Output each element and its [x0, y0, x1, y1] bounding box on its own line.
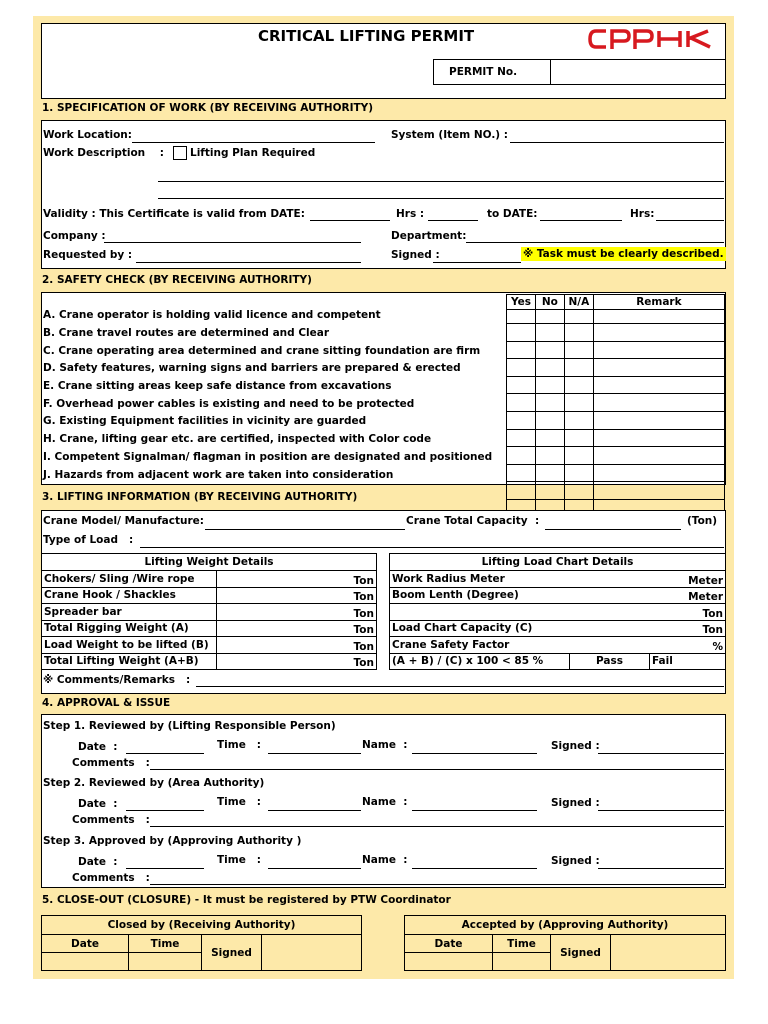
load-chart-table — [389, 553, 726, 670]
safety-check-yes-cell[interactable] — [507, 411, 536, 429]
safety-check-na-cell[interactable] — [564, 464, 593, 482]
approval-signed-label: Signed : — [551, 797, 600, 809]
safety-check-item: F. Overhead power cables is existing and need to be protected — [43, 398, 415, 410]
weight-row-unit[interactable]: Ton — [217, 587, 377, 604]
safety-check-item: J. Hazards from adjacent work are taken into consideration — [43, 469, 394, 481]
closed-by-table — [41, 915, 362, 971]
approval-comments-field[interactable] — [150, 884, 724, 885]
system-field[interactable] — [510, 142, 724, 143]
weight-row-label: Load Weight to be lifted (B) — [42, 637, 217, 654]
comments-label: ※ Comments/Remarks : — [43, 674, 191, 686]
requested-by-field[interactable] — [136, 262, 361, 263]
safety-check-na-cell[interactable] — [564, 447, 593, 465]
chart-row-unit[interactable]: Meter — [570, 587, 726, 604]
closed-signed-field[interactable] — [262, 935, 362, 971]
approval-comments-field[interactable] — [150, 769, 724, 770]
safety-check-yes-cell[interactable] — [507, 464, 536, 482]
safety-check-yes-cell[interactable] — [507, 310, 536, 324]
system-label: System (Item NO.) : — [391, 129, 508, 141]
approval-comments-label: Comments : — [72, 872, 150, 884]
safety-check-remark-cell[interactable] — [593, 447, 724, 465]
safety-check-no-cell[interactable] — [535, 429, 564, 447]
safety-check-yes-cell[interactable] — [507, 394, 536, 412]
lifting-plan-row — [173, 146, 315, 160]
safety-check-yes-cell[interactable] — [507, 341, 536, 359]
approval-step-title: Step 3. Approved by (Approving Authority ) — [43, 835, 302, 847]
approval-date-field[interactable] — [126, 868, 204, 869]
chart-row-label: Work Radius Meter — [390, 571, 570, 588]
safety-check-header: N/A — [564, 295, 593, 310]
safety-check-no-cell[interactable] — [535, 324, 564, 342]
safety-check-item: B. Crane travel routes are determined and Clear — [43, 327, 330, 339]
accepted-signed-field[interactable] — [611, 935, 726, 971]
weight-row-unit[interactable]: Ton — [217, 653, 377, 670]
safety-check-remark-cell[interactable] — [593, 411, 724, 429]
approval-date-label: Date : — [78, 856, 118, 868]
safety-check-yes-cell[interactable] — [507, 359, 536, 377]
approval-name-label: Name : — [362, 739, 408, 751]
work-description-field-2[interactable] — [158, 198, 724, 199]
weight-row-label: Total Lifting Weight (A+B) — [42, 653, 217, 670]
crane-model-label: Crane Model/ Manufacture: — [43, 515, 204, 527]
chart-row-label — [390, 604, 570, 621]
approval-date-field[interactable] — [126, 810, 204, 811]
closed-signed-header: Signed — [202, 935, 262, 971]
approval-name-label: Name : — [362, 854, 408, 866]
chart-row-unit[interactable]: % — [570, 637, 726, 654]
approval-name-label: Name : — [362, 796, 408, 808]
safety-check-remark-cell[interactable] — [593, 464, 724, 482]
safety-check-yes-cell[interactable] — [507, 376, 536, 394]
accepted-by-table — [404, 915, 726, 971]
safety-check-na-cell[interactable] — [564, 324, 593, 342]
approval-comments-label: Comments : — [72, 814, 150, 826]
approval-comments-label: Comments : — [72, 757, 150, 769]
type-of-load-field[interactable] — [140, 547, 724, 548]
weight-row-label: Spreader bar — [42, 604, 217, 621]
department-field[interactable] — [466, 242, 724, 243]
safety-check-remark-cell[interactable] — [593, 376, 724, 394]
approval-time-field[interactable] — [268, 810, 361, 811]
safety-check-no-cell[interactable] — [535, 482, 564, 500]
approval-time-label: Time : — [217, 854, 261, 866]
safety-check-item: I. Competent Signalman/ flagman in position are designated and positioned — [43, 451, 493, 463]
closed-date-field[interactable] — [42, 953, 129, 971]
work-description-field-1[interactable] — [158, 181, 724, 182]
safety-check-remark-cell[interactable] — [593, 394, 724, 412]
safety-check-na-cell[interactable] — [564, 429, 593, 447]
section3-heading: 3. LIFTING INFORMATION (BY RECEIVING AUTHORITY) — [42, 491, 358, 503]
hrs2-label: Hrs: — [630, 208, 655, 220]
accepted-signed-header: Signed — [551, 935, 611, 971]
crane-model-field[interactable] — [205, 529, 405, 530]
safety-check-no-cell[interactable] — [535, 394, 564, 412]
safety-formula: (A + B) / (C) x 100 < 85 % — [390, 653, 570, 670]
accepted-time-header: Time — [493, 935, 551, 953]
crane-capacity-unit: (Ton) — [687, 515, 718, 527]
accepted-date-header: Date — [405, 935, 493, 953]
approval-name-field[interactable] — [412, 868, 537, 869]
safety-check-no-cell[interactable] — [535, 411, 564, 429]
safety-check-yes-cell[interactable] — [507, 429, 536, 447]
fail-option[interactable]: Fail — [650, 653, 726, 670]
validity-label: Validity : This Certificate is valid from DATE: — [43, 208, 305, 220]
safety-check-no-cell[interactable] — [535, 464, 564, 482]
chart-row-label: Load Chart Capacity (C) — [390, 620, 570, 637]
safety-check-item: C. Crane operating area determined and crane sitting foundation are firm — [43, 345, 481, 357]
approval-signed-label: Signed : — [551, 855, 600, 867]
weight-row-unit[interactable]: Ton — [217, 620, 377, 637]
approval-time-label: Time : — [217, 739, 261, 751]
chart-row-unit[interactable]: Ton — [570, 620, 726, 637]
section1-heading: 1. SPECIFICATION OF WORK (BY RECEIVING AUTHORITY) — [42, 102, 374, 114]
chart-row-unit[interactable]: Ton — [570, 604, 726, 621]
approval-signed-field[interactable] — [598, 868, 724, 869]
section2-heading: 2. SAFETY CHECK (BY RECEIVING AUTHORITY) — [42, 274, 312, 286]
safety-check-yes-cell[interactable] — [507, 447, 536, 465]
to-date-field[interactable] — [540, 220, 622, 221]
lifting-plan-checkbox[interactable] — [173, 146, 187, 160]
approval-signed-label: Signed : — [551, 740, 600, 752]
closed-time-header: Time — [129, 935, 202, 953]
section5-heading: 5. CLOSE-OUT (CLOSURE) - It must be registered by PTW Coordinator — [42, 894, 451, 906]
hrs1-label: Hrs : — [396, 208, 425, 220]
hrs1-field[interactable] — [428, 220, 478, 221]
accepted-time-field[interactable] — [493, 953, 551, 971]
work-description-label: Work Description : — [43, 147, 164, 159]
chart-row-label: Crane Safety Factor — [390, 637, 570, 654]
validity-date-field[interactable] — [310, 220, 390, 221]
requested-by-label: Requested by : — [43, 249, 133, 261]
section4-heading: 4. APPROVAL & ISSUE — [42, 697, 171, 709]
lifting-weight-header: Lifting Weight Details — [42, 554, 377, 571]
page-title: CRITICAL LIFTING PERMIT — [258, 27, 475, 45]
safety-check-table — [506, 294, 725, 518]
safety-check-na-cell[interactable] — [564, 411, 593, 429]
approval-time-label: Time : — [217, 796, 261, 808]
permit-no-field[interactable] — [550, 59, 726, 85]
hrs2-field[interactable] — [656, 220, 724, 221]
safety-check-item: G. Existing Equipment facilities in vicinity are guarded — [43, 415, 367, 427]
weight-row-label: Crane Hook / Shackles — [42, 587, 217, 604]
weight-row-label: Total Rigging Weight (A) — [42, 620, 217, 637]
crane-capacity-label: Crane Total Capacity : — [406, 515, 540, 527]
safety-check-na-cell[interactable] — [564, 482, 593, 500]
weight-row-label: Chokers/ Sling /Wire rope — [42, 571, 217, 588]
safety-check-remark-cell[interactable] — [593, 341, 724, 359]
safety-check-remark-cell[interactable] — [593, 310, 724, 324]
work-location-field[interactable] — [132, 142, 375, 143]
safety-check-item: H. Crane, lifting gear etc. are certified, inspected with Color code — [43, 433, 432, 445]
weight-row-unit[interactable]: Ton — [217, 571, 377, 588]
approval-date-label: Date : — [78, 798, 118, 810]
closed-date-header: Date — [42, 935, 129, 953]
pass-option[interactable]: Pass — [570, 653, 650, 670]
permit-no-label: PERMIT No. — [449, 66, 518, 78]
closed-time-field[interactable] — [129, 953, 202, 971]
approval-signed-field[interactable] — [598, 753, 724, 754]
safety-check-na-cell[interactable] — [564, 376, 593, 394]
approval-comments-field[interactable] — [150, 826, 724, 827]
weight-row-unit[interactable]: Ton — [217, 637, 377, 654]
load-chart-header: Lifting Load Chart Details — [390, 554, 726, 571]
to-date-label: to DATE: — [487, 208, 538, 220]
safety-check-yes-cell[interactable] — [507, 482, 536, 500]
signed-field[interactable] — [433, 262, 521, 263]
approval-date-field[interactable] — [126, 753, 204, 754]
type-of-load-label: Type of Load : — [43, 534, 134, 546]
safety-check-remark-cell[interactable] — [593, 482, 724, 500]
approval-name-field[interactable] — [412, 753, 537, 754]
weight-row-unit[interactable]: Ton — [217, 604, 377, 621]
signed-label: Signed : — [391, 249, 440, 261]
approval-step-title: Step 2. Reviewed by (Area Authority) — [43, 777, 265, 789]
safety-check-no-cell[interactable] — [535, 341, 564, 359]
safety-check-no-cell[interactable] — [535, 447, 564, 465]
safety-check-no-cell[interactable] — [535, 310, 564, 324]
company-logo — [588, 28, 714, 53]
safety-check-na-cell[interactable] — [564, 359, 593, 377]
safety-check-na-cell[interactable] — [564, 341, 593, 359]
safety-check-yes-cell[interactable] — [507, 324, 536, 342]
safety-check-item: D. Safety features, warning signs and barriers are prepared & erected — [43, 362, 461, 374]
safety-check-no-cell[interactable] — [535, 359, 564, 377]
safety-check-header: Yes — [507, 295, 536, 310]
approval-name-field[interactable] — [412, 810, 537, 811]
approval-signed-field[interactable] — [598, 810, 724, 811]
chart-row-label: Boom Lenth (Degree) — [390, 587, 570, 604]
safety-check-na-cell[interactable] — [564, 310, 593, 324]
task-note: ※ Task must be clearly described. — [523, 248, 724, 260]
crane-capacity-field[interactable] — [545, 529, 681, 530]
safety-check-item: E. Crane sitting areas keep safe distance from excavations — [43, 380, 392, 392]
company-label: Company : — [43, 230, 106, 242]
approval-step-title: Step 1. Reviewed by (Lifting Responsible Person) — [43, 720, 336, 732]
safety-check-remark-cell[interactable] — [593, 324, 724, 342]
closed-by-header: Closed by (Receiving Authority) — [42, 916, 362, 935]
safety-check-na-cell[interactable] — [564, 394, 593, 412]
accepted-date-field[interactable] — [405, 953, 493, 971]
department-label: Department: — [391, 230, 467, 242]
comments-field[interactable] — [196, 686, 724, 687]
safety-check-no-cell[interactable] — [535, 376, 564, 394]
lifting-weight-table — [41, 553, 377, 670]
approval-date-label: Date : — [78, 741, 118, 753]
accepted-by-header: Accepted by (Approving Authority) — [405, 916, 726, 935]
work-location-label: Work Location: — [43, 129, 132, 141]
safety-check-item: A. Crane operator is holding valid licence and competent — [43, 309, 381, 321]
safety-check-remark-cell[interactable] — [593, 429, 724, 447]
approval-time-field[interactable] — [268, 868, 361, 869]
company-field[interactable] — [104, 242, 361, 243]
safety-check-header: Remark — [593, 295, 724, 310]
chart-row-unit[interactable]: Meter — [570, 571, 726, 588]
safety-check-header: No — [535, 295, 564, 310]
approval-time-field[interactable] — [268, 753, 361, 754]
lifting-plan-label: Lifting Plan Required — [190, 147, 316, 159]
safety-check-remark-cell[interactable] — [593, 359, 724, 377]
